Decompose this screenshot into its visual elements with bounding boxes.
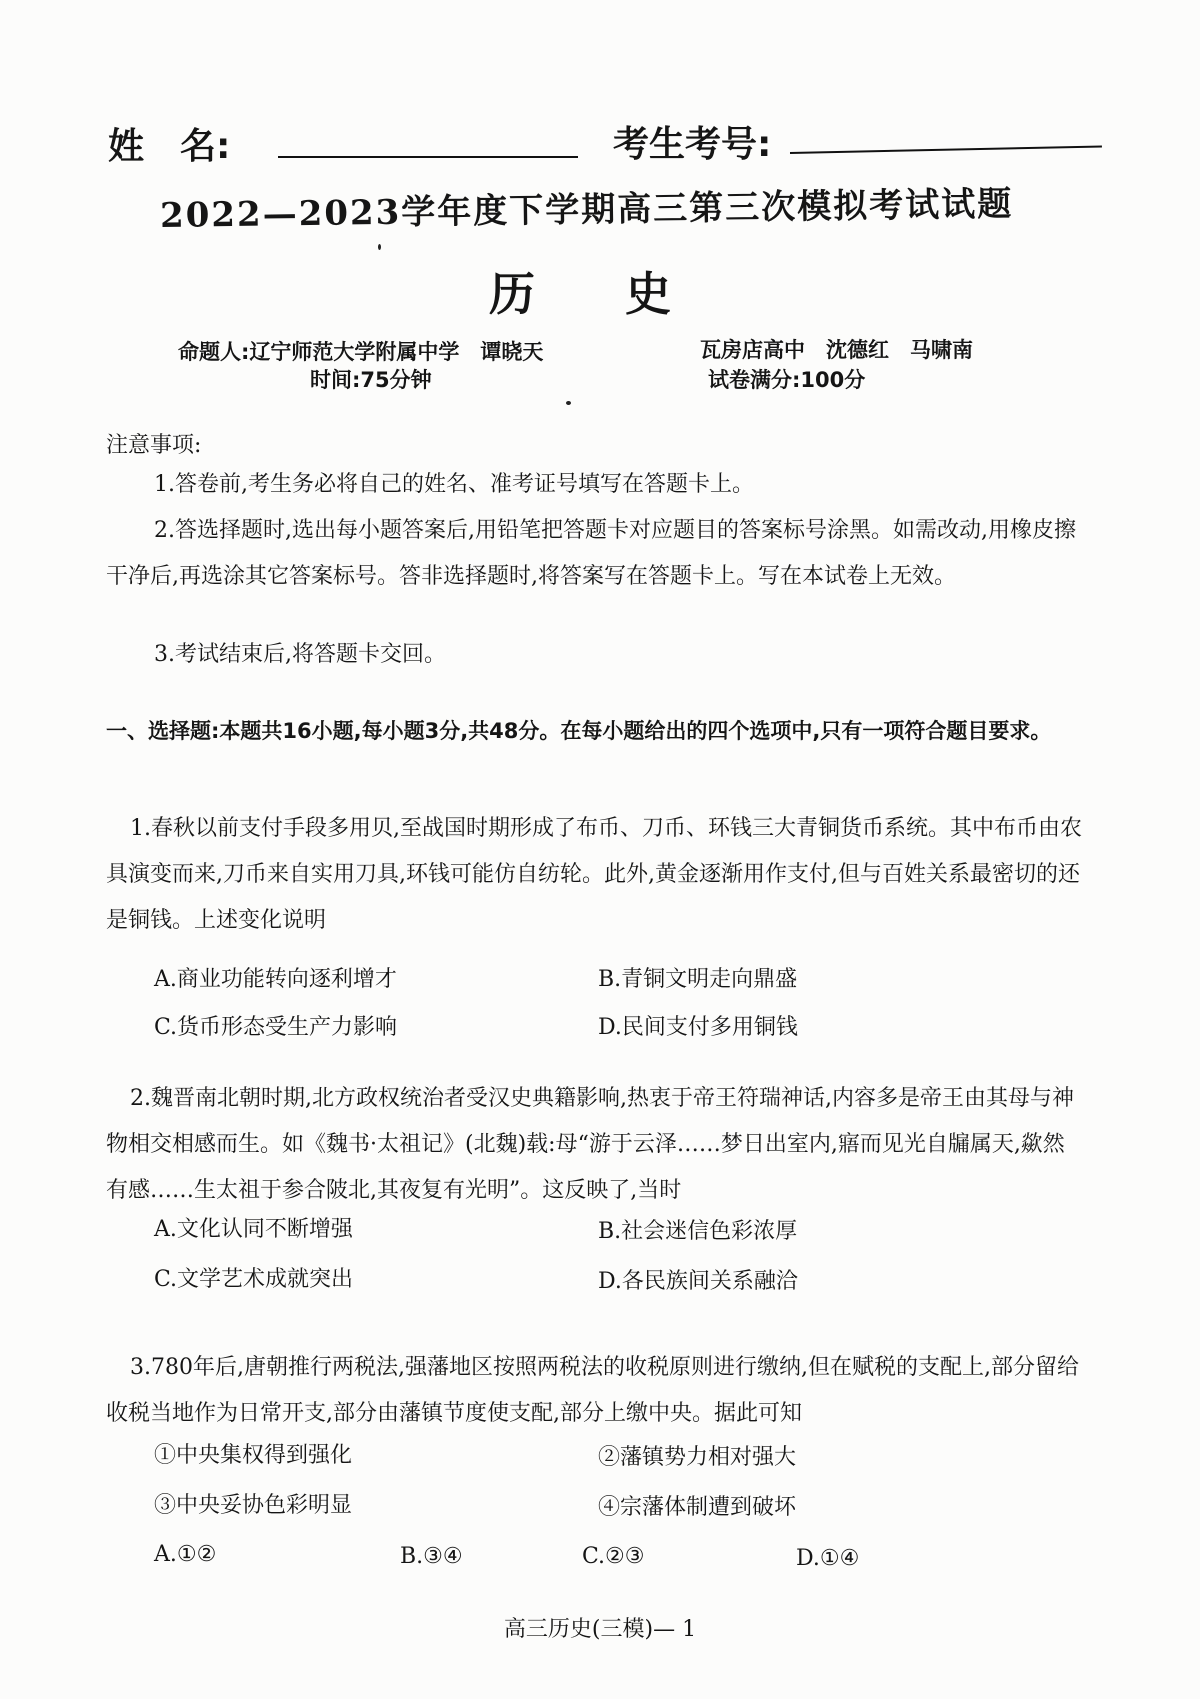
note-item: 1.答卷前,考生务必将自己的姓名、准考证号填写在答题卡上。 [154,472,754,497]
question-stem: 2.魏晋南北朝时期,北方政权统治者受汉史典籍影响,热衷于帝王符瑞神话,内容多是帝王由其母与神物相交相感而生。如《魏书·太祖记》(北魏)载:母“游于云泽……梦日出室内,寤而见光自牖属天,歘然有感……生太祖于参合陂北,其夜复有光明”。这反映了,当时 [106,1086,1074,1203]
answer-option: D.民间支付多用铜钱 [598,1015,798,1040]
answer-option: A.文化认同不断增强 [154,1217,353,1242]
subject-title [0,258,1200,324]
statement-item: ④宗藩体制遭到破坏 [598,1495,797,1520]
exam-time: 时间:75分钟 [310,368,432,392]
page-footer: 高三历史(三模)— 1 [503,1617,697,1642]
answer-option: D.①④ [796,1546,860,1571]
name-label: 姓 名: [108,126,231,167]
answer-option: C.货币形态受生产力影响 [154,1015,398,1040]
exam-title: 2022—2023学年度下学期高三第三次模拟考试试题 [159,184,1014,236]
author-line-1: 命题人:辽宁师范大学附属中学 谭晓天 [178,340,544,364]
subject-text: 历史 [489,267,761,321]
name-field[interactable] [278,156,578,158]
notes-heading: 注意事项: [106,433,202,458]
answer-option: B.③④ [400,1544,463,1569]
full-score: 试卷满分:100分 [708,368,866,392]
answer-option: B.社会迷信色彩浓厚 [598,1219,798,1244]
statement-item: ②藩镇势力相对强大 [598,1445,797,1470]
statement-item: ①中央集权得到强化 [154,1443,353,1468]
answer-option: A.①② [154,1542,217,1567]
author-line-2: 瓦房店高中 沈德红 马啸南 [700,338,973,362]
examinee-fields [108,112,1108,172]
examinee-id-field[interactable] [790,145,1102,154]
note-item: 2.答选择题时,选出每小题答案后,用铅笔把答题卡对应题目的答案标号涂黑。如需改动,用橡皮擦干净后,再选涂其它答案标号。答非选择题时,将答案写在答题卡上。写在本试卷上无效。 [106,518,1076,589]
examinee-id-label: 考生考号: [613,124,772,165]
answer-option: C.②③ [582,1544,645,1569]
note-item: 3.考试结束后,将答题卡交回。 [154,642,446,667]
statement-item: ③中央妥协色彩明显 [154,1493,353,1518]
answer-option: C.文学艺术成就突出 [154,1267,354,1292]
question-stem: 3.780年后,唐朝推行两税法,强藩地区按照两税法的收税原则进行缴纳,但在赋税的支配上,部分留给收税当地作为日常开支,部分由藩镇节度使支配,部分上缴中央。据此可知 [106,1355,1079,1426]
answer-option: D.各民族间关系融洽 [598,1269,798,1294]
scan-speck [566,401,571,405]
section-heading: 一、选择题:本题共16小题,每小题3分,共48分。在每小题给出的四个选项中,只有一项符合题目要求。 [106,719,1052,743]
question-stem: 1.春秋以前支付手段多用贝,至战国时期形成了布币、刀币、环钱三大青铜货币系统。其中布币由农具演变而来,刀币来自实用刀具,环钱可能仿自纺轮。此外,黄金逐渐用作支付,但与百姓关系最密切的还是铜钱。上述变化说明 [106,816,1082,933]
answer-option: A.商业功能转向逐利增才 [154,967,397,992]
scan-speck [378,244,381,250]
answer-option: B.青铜文明走向鼎盛 [598,967,798,992]
